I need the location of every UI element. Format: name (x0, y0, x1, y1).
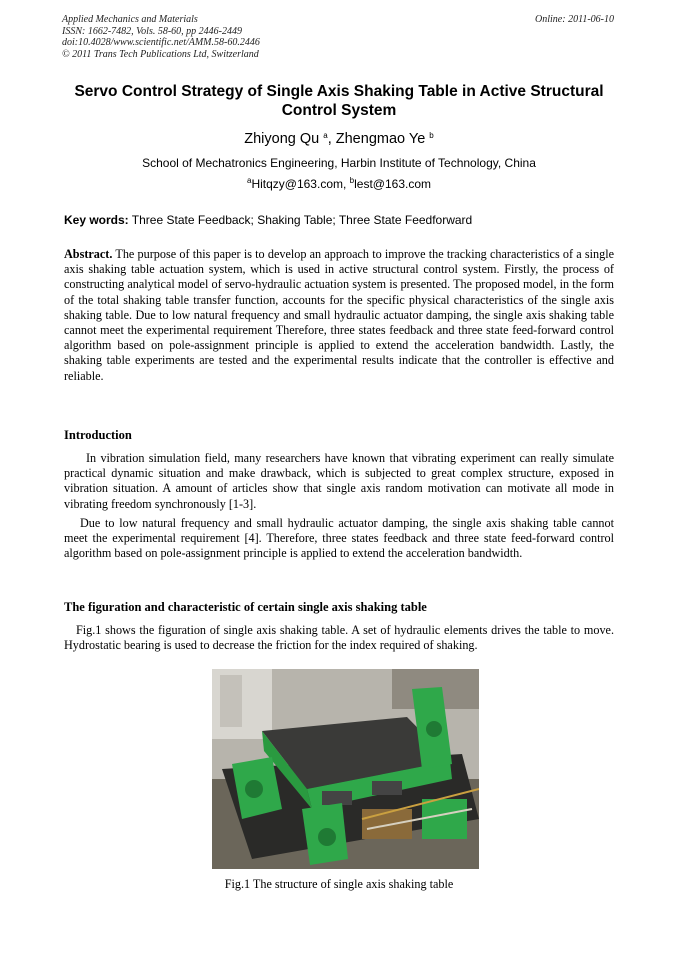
authors-line (60, 131, 618, 147)
email-b-sup: b (349, 176, 355, 185)
email-a[interactable]: Hitqzy@163.com, (251, 177, 350, 191)
section-2-paragraph: Fig.1 shows the figuration of single axis shaking table. A set of hydraulic elements drives the table to move. Hydrostatic bearing is used to decrease the friction for the index required of shaking. (64, 623, 614, 653)
author-2: Zhengmao Ye (335, 131, 426, 147)
author-separator: , (327, 131, 336, 147)
abstract-label: Abstract. (64, 247, 113, 261)
figure-caption: Fig.1 The structure of single axis shaking table (224, 877, 454, 891)
shaking-table-photo (212, 669, 479, 869)
author-1-sup: a (323, 131, 328, 140)
online-date: Online: 2011-06-10 (535, 14, 614, 25)
introduction-paragraph-2: Due to low natural frequency and small hydraulic actuator damping, the single axis shaking table cannot meet the experimental requirement [4]. Therefore, three states feedback and three state feed-forward control algorithm based on pole-assignment principle is applied to extend the acceleration bandwidth. (64, 516, 614, 561)
paper-title: Servo Control Strategy of Single Axis Shaking Table in Active Structural Control System (74, 83, 604, 119)
journal-copyright: © 2011 Trans Tech Publications Ltd, Switzerland (62, 48, 259, 60)
keywords (64, 213, 472, 227)
journal-name: Applied Mechanics and Materials (62, 14, 198, 25)
introduction-heading: Introduction (64, 428, 132, 442)
abstract-text: The purpose of this paper is to develop an approach to improve the tracking characteristics of a single axis shaking table actuation system, which is used in active structural control system. Firstly, the process of constructing analytical model of servo-hydraulic actuation system is presented. The proposed model, in the form of the total shaking table transfer function, accounts for the specific physical characteristics of the single axis shaking table. Due to low natural frequency and small hydraulic actuator damping, the single axis shaking table cannot meet the experimental requirement Therefore, three states feedback and three state feed-forward control algorithm based on pole-assignment principle is applied to extend the acceleration bandwidth. Lastly, the shaking table experiments are tested and the experimental results indicate that the controller is effective and reliable. (64, 247, 614, 383)
journal-doi[interactable]: doi:10.4028/www.scientific.net/AMM.58-60.2446 (62, 37, 260, 48)
author-1: Zhiyong Qu (244, 131, 320, 147)
email-b[interactable]: lest@163.com (354, 177, 431, 191)
shaking-table-illustration (212, 669, 479, 869)
emails-line (60, 177, 618, 191)
introduction-paragraph-1: In vibration simulation field, many researchers have known that vibrating experiment can really simulate practical dynamic situation and make drawback, which is subjected to great complex structure, exposed in vibration situation. A amount of articles show that single axis random motivation can motivate all mode in vibrating freedom synchronously [1-3]. (64, 451, 614, 511)
author-2-sup: b (429, 131, 434, 140)
section-2-heading: The figuration and characteristic of certain single axis shaking table (64, 600, 427, 614)
keywords-label: Key words: (64, 213, 129, 227)
journal-issn: ISSN: 1662-7482, Vols. 58-60, pp 2446-2449 (62, 25, 242, 37)
keywords-text: Three State Feedback; Shaking Table; Three State Feedforward (128, 213, 473, 227)
email-a-sup: a (246, 176, 252, 185)
abstract (64, 247, 614, 384)
affiliation: School of Mechatronics Engineering, Harbin Institute of Technology, China (142, 156, 536, 170)
journal-info (62, 14, 260, 60)
